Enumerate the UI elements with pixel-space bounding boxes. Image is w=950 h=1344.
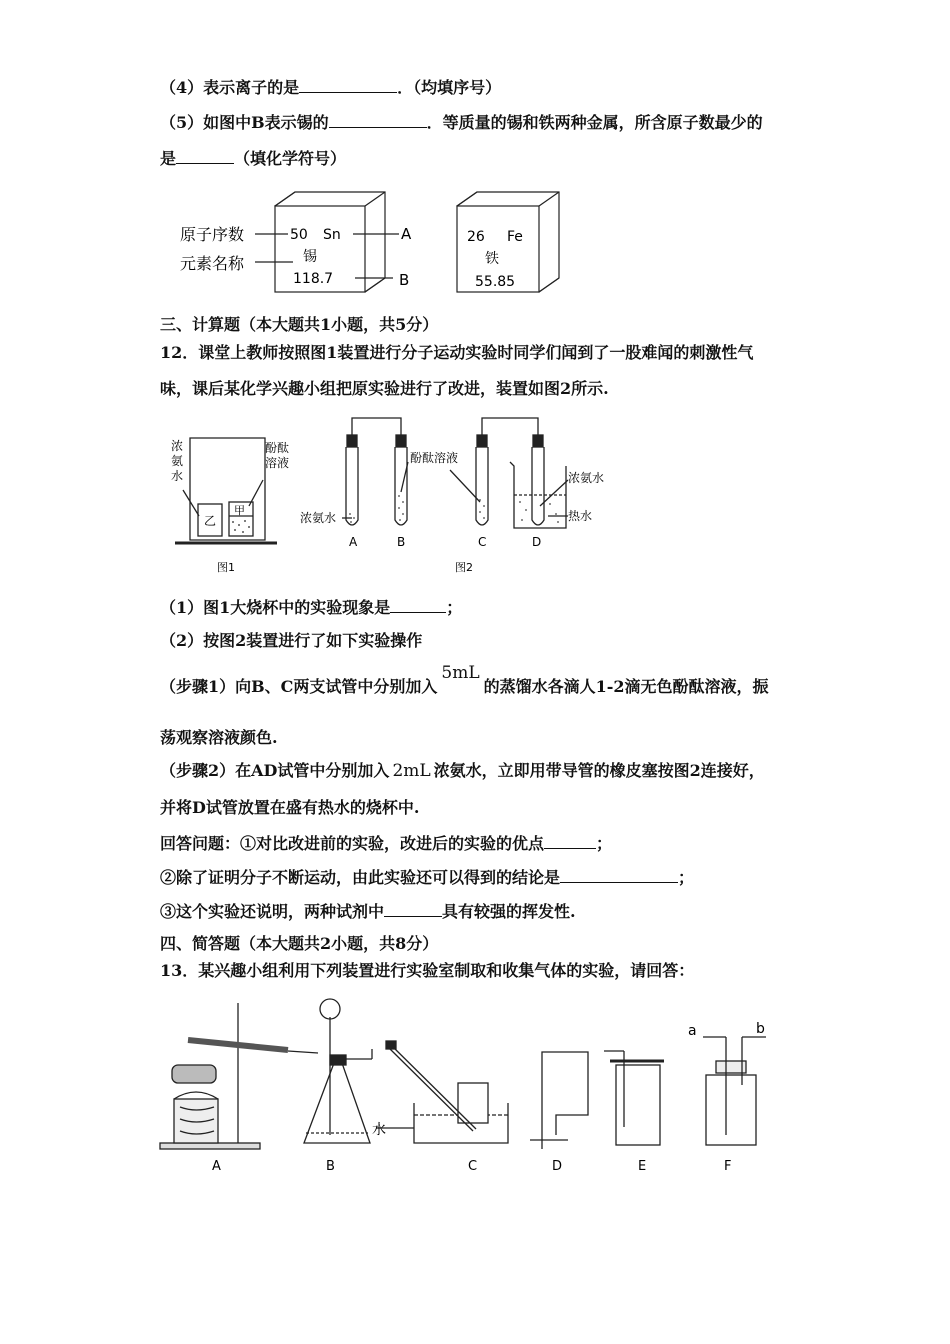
q12-step2-tail: 浓氨水，立即用带导管的橡皮塞按图2连接好， — [433, 761, 765, 780]
fig2-phenol: 酚酞溶液 — [410, 451, 459, 465]
fig1-ammonia-2: 氨 — [171, 454, 184, 468]
sn-number: 50 — [290, 227, 308, 243]
q11-part4-tail: ．（均填序号） — [397, 78, 502, 97]
q13-label-b: B — [326, 1159, 335, 1174]
q12-figure1 — [165, 428, 290, 578]
q12-answer2-tail: ； — [678, 868, 695, 887]
element-cards-figure — [175, 188, 595, 303]
q12-intro-line2: 味，课后某化学兴趣小组把原实验进行了改进，装置如图2所示. — [160, 379, 609, 398]
fig2-tube-c: C — [478, 535, 487, 549]
q12-step1-tail: 的蒸馏水各滴人1-2滴无色酚酞溶液，振 — [483, 677, 769, 696]
fig1-phenol-2: 溶液 — [265, 456, 290, 470]
section4-heading: 四、简答题（本大题共2小题，共8分） — [160, 934, 439, 953]
fig1-ammonia-3: 水 — [171, 469, 184, 483]
q12-answer3-blank[interactable] — [384, 900, 442, 917]
sn-mass: 118.7 — [293, 271, 334, 287]
q11-part4-text: （4）表示离子的是 — [160, 78, 300, 97]
fig2-ammonia-right: 浓氨水 — [568, 471, 605, 485]
q12-answer1-blank[interactable] — [544, 832, 596, 849]
q12-step2-text: （步骤2）在AD试管中分别加入 — [160, 761, 390, 780]
fig2-caption: 图2 — [455, 561, 473, 574]
q12-answer1 — [160, 832, 612, 855]
fe-number: 26 — [467, 229, 485, 245]
q12-sub1 — [160, 596, 462, 619]
q12-answer3 — [160, 900, 576, 923]
q13-label-d: D — [552, 1159, 563, 1174]
fig2-tube-a: A — [349, 535, 358, 549]
fig1-phenol-1: 酚酞 — [265, 441, 290, 455]
q12-step1-unit: 5mL — [441, 663, 480, 683]
q13-intro: 13．某兴趣小组利用下列装置进行实验室制取和收集气体的实验，请回答： — [160, 961, 695, 980]
q13-port-b: b — [756, 1021, 765, 1037]
q12-answer1-tail: ； — [596, 834, 613, 853]
q13-label-a: A — [212, 1159, 221, 1174]
q12-answer3-tail: 具有较强的挥发性. — [442, 902, 576, 921]
q12-step2 — [160, 760, 765, 782]
fig2-tube-b: B — [397, 535, 406, 549]
q13-port-a: a — [688, 1023, 697, 1039]
q13-water-label: 水 — [372, 1122, 386, 1138]
q11-part5-blank2[interactable] — [176, 147, 234, 164]
fig2-hot-water: 热水 — [568, 509, 593, 523]
q11-part4-blank[interactable] — [299, 76, 397, 93]
fig1-beaker-jia: 甲 — [234, 504, 245, 517]
q11-part5-line2-text: 是 — [160, 149, 177, 168]
fe-name: 铁 — [485, 251, 499, 267]
fe-mass: 55.85 — [475, 274, 516, 290]
q12-step2-line2: 并将D试管放置在盛有热水的烧杯中. — [160, 798, 420, 817]
sn-pointer-a: A — [401, 225, 412, 243]
q12-sub1-blank[interactable] — [390, 596, 446, 613]
sn-name: 锡 — [303, 249, 317, 265]
q13-label-f: F — [724, 1159, 732, 1174]
fig1-beaker-yi: 乙 — [204, 514, 217, 528]
fig2-tube-d: D — [532, 535, 542, 549]
q12-sub2: （2）按图2装置进行了如下实验操作 — [160, 631, 423, 650]
fig1-caption: 图1 — [217, 561, 235, 574]
q11-part4 — [160, 76, 501, 99]
q11-part5 — [160, 111, 763, 134]
q13-apparatus-figure — [158, 995, 798, 1185]
sn-pointer-b: B — [399, 271, 410, 289]
q12-sub1-text: （1）图1大烧杯中的实验现象是 — [160, 598, 391, 617]
q12-step1-line2: 荡观察溶液颜色. — [160, 728, 278, 747]
fe-symbol: Fe — [507, 229, 523, 245]
q11-part5-text: （5）如图中B表示锡的 — [160, 113, 329, 132]
q12-answer1-text: 回答问题：①对比改进前的实验，改进后的实验的优点 — [160, 834, 545, 853]
q11-part5-line2-tail: （填化学符号） — [234, 149, 347, 168]
q11-part5-tail: ．等质量的锡和铁两种金属，所含原子数最少的 — [426, 113, 763, 132]
section3-heading: 三、计算题（本大题共1小题，共5分） — [160, 315, 439, 334]
sn-label-name: 元素名称 — [180, 254, 245, 273]
q12-step2-unit: 2mL — [392, 761, 431, 781]
q12-sub1-tail: ； — [446, 598, 463, 617]
q12-answer2 — [160, 866, 694, 889]
q12-answer3-text: ③这个实验还说明，两种试剂中 — [160, 902, 385, 921]
q11-part5-blank1[interactable] — [329, 111, 427, 128]
q13-label-c: C — [468, 1159, 478, 1174]
q12-step1-text: （步骤1）向B、C两支试管中分别加入 — [160, 677, 438, 696]
sn-symbol: Sn — [323, 227, 341, 243]
q13-label-e: E — [638, 1159, 647, 1174]
fig2-ammonia-left: 浓氨水 — [300, 511, 337, 525]
q12-answer2-text: ②除了证明分子不断运动，由此实验还可以得到的结论是 — [160, 868, 561, 887]
sn-label-number: 原子序数 — [180, 225, 245, 244]
q12-answer2-blank[interactable] — [560, 866, 678, 883]
q12-step1 — [160, 663, 769, 698]
fig1-ammonia-1: 浓 — [171, 439, 184, 453]
q12-intro-line1: 12．课堂上教师按照图1装置进行分子运动实验时同学们闻到了一股难闻的刺激性气 — [160, 343, 754, 362]
q12-figure2 — [300, 410, 630, 580]
q11-part5-line2 — [160, 147, 346, 170]
